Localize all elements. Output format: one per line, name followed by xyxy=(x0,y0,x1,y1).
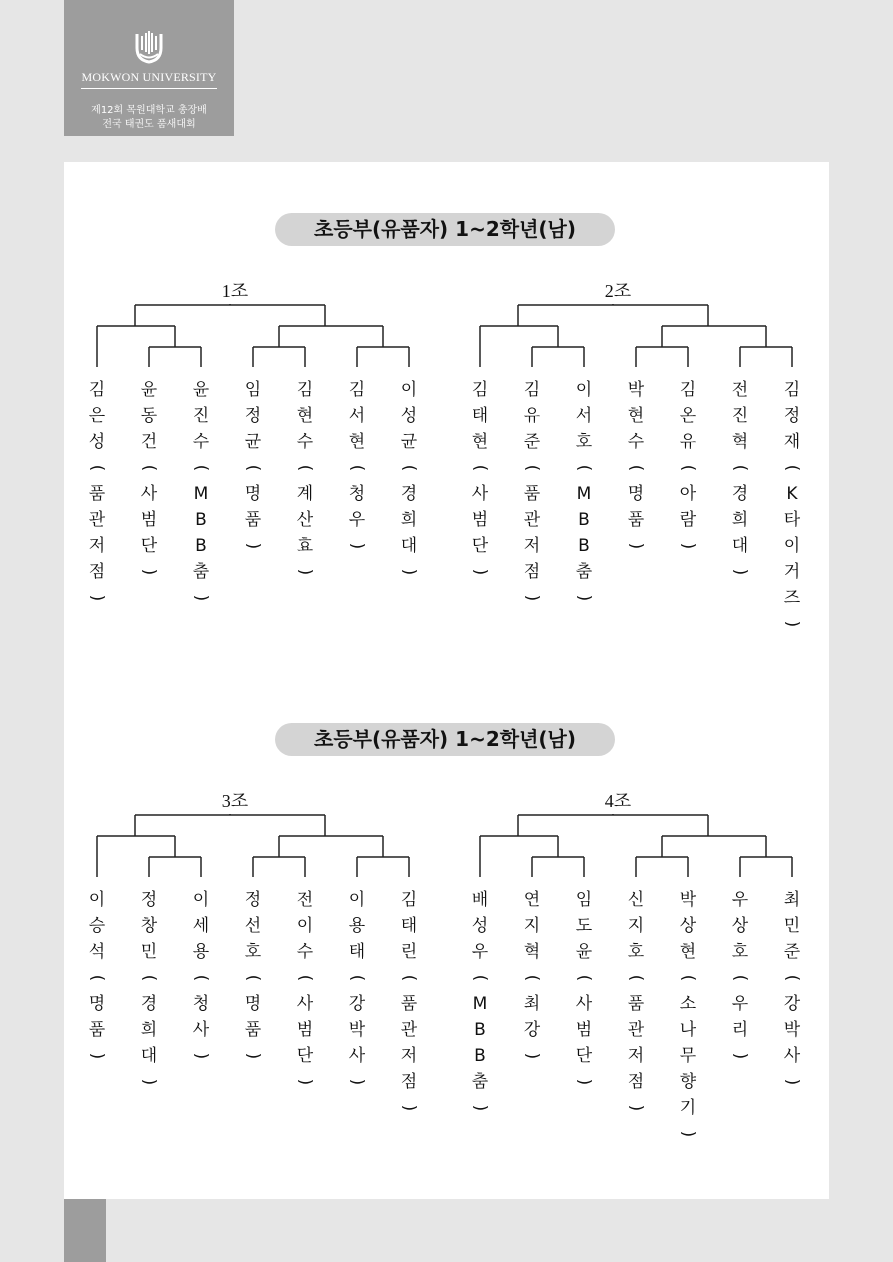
group-label: 2조 xyxy=(604,281,632,301)
participant-name: 이 성 균 ( 경 희 대 ) xyxy=(399,380,419,576)
page-footer-tab xyxy=(64,1199,106,1262)
participant-name: 윤 진 수 ( M B B 춤 ) xyxy=(191,380,211,602)
section-title: 초등부(유품자) 1~2학년(남) xyxy=(275,213,615,246)
participant-name: 김 유 준 ( 품 관 저 점 ) xyxy=(522,380,542,602)
bracket-content xyxy=(64,162,829,1199)
participant-name: 김 은 성 ( 품 관 저 점 ) xyxy=(87,380,107,602)
bracket-section xyxy=(64,672,829,1138)
participant-name: 박 현 수 ( 명 품 ) xyxy=(626,380,646,550)
event-title-line1: 제12회 목원대학교 총장배 xyxy=(91,105,207,116)
participant-name: 전 진 혁 ( 경 희 대 ) xyxy=(730,380,750,576)
participant-name: 이 용 태 ( 강 박 사 ) xyxy=(347,890,367,1086)
group-label: 1조 xyxy=(221,281,249,301)
participant-name: 김 온 유 ( 아 람 ) xyxy=(678,380,698,550)
participant-name: 김 태 현 ( 사 범 단 ) xyxy=(470,380,490,576)
participant-name: 임 도 윤 ( 사 범 단 ) xyxy=(574,890,594,1086)
participant-name: 정 선 호 ( 명 품 ) xyxy=(243,890,263,1060)
participant-name: 신 지 호 ( 품 관 저 점 ) xyxy=(626,890,646,1112)
participant-name: 임 정 균 ( 명 품 ) xyxy=(243,380,263,550)
participant-name: 정 창 민 ( 경 희 대 ) xyxy=(139,890,159,1086)
bracket-lines xyxy=(64,162,829,582)
participant-name: 김 서 현 ( 청 우 ) xyxy=(347,380,367,550)
participant-name: 김 태 린 ( 품 관 저 점 ) xyxy=(399,890,419,1112)
university-name: MOKWON UNIVERSITY xyxy=(81,70,217,84)
bracket-lines xyxy=(64,672,829,1092)
participant-name: 전 이 수 ( 사 범 단 ) xyxy=(295,890,315,1086)
participant-name: 최 민 준 ( 강 박 사 ) xyxy=(782,890,802,1086)
university-logo-icon xyxy=(133,30,165,64)
participant-name: 이 세 용 ( 청 사 ) xyxy=(191,890,211,1060)
participant-name: 우 상 호 ( 우 리 ) xyxy=(730,890,750,1060)
bracket-section xyxy=(64,162,829,628)
participant-name: 이 승 석 ( 명 품 ) xyxy=(87,890,107,1060)
participant-name: 배 성 우 ( M B B 춤 ) xyxy=(470,890,490,1112)
participant-name: 김 현 수 ( 계 산 효 ) xyxy=(295,380,315,576)
participant-name: 이 서 호 ( M B B 춤 ) xyxy=(574,380,594,602)
group-label: 3조 xyxy=(221,791,249,811)
event-title-line2: 전국 태권도 품새대회 xyxy=(102,119,196,130)
header-badge xyxy=(64,0,234,136)
group-label: 4조 xyxy=(604,791,632,811)
participant-name: 윤 동 건 ( 사 범 단 ) xyxy=(139,380,159,576)
participant-name: 연 지 혁 ( 최 강 ) xyxy=(522,890,542,1060)
section-title: 초등부(유품자) 1~2학년(남) xyxy=(275,723,615,756)
participant-name: 박 상 현 ( 소 나 무 향 기 ) xyxy=(678,890,698,1138)
participant-name: 김 정 재 ( K 타 이 거 즈 ) xyxy=(782,380,802,628)
header-divider xyxy=(81,88,217,89)
